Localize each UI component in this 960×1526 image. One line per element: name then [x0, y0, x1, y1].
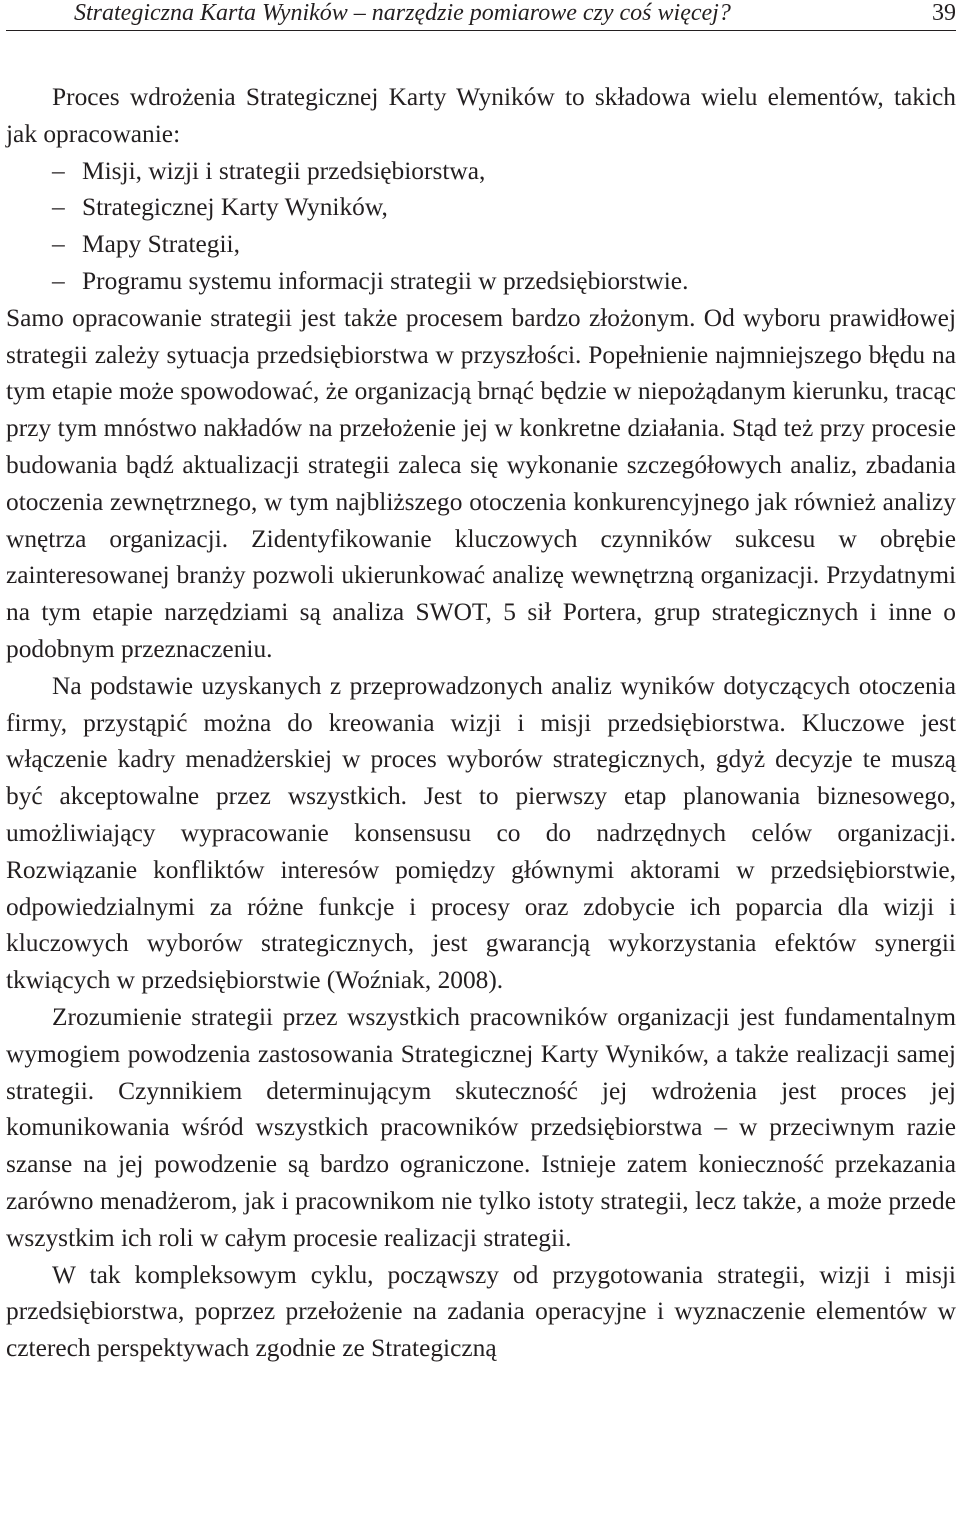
dash-list [6, 153, 956, 300]
paragraph-complex-cycle: W tak kompleksowym cyklu, począwszy od przygotowania strategii, wizji i misji przedsiębiorstwa, poprzez przełożenie na zadania operacyjne i wyznaczenie elementów w czterech perspektywach zgodnie ze Strategiczną [6, 1260, 956, 1363]
body-text [6, 79, 956, 1367]
intro-paragraph: Proces wdrożenia Strategicznej Karty Wyników to składowa wielu elementów, takich jak opracowanie: [6, 83, 956, 148]
page-number: 39 [932, 0, 956, 26]
paragraph-understanding-strategy: Zrozumienie strategii przez wszystkich pracowników organizacji jest fundamentalnym wymogiem powodzenia zastosowania Strategicznej Karty Wyników, a także realizacji samej strategii. Czynnikiem determinującym skuteczność jej wdrożenia jest proces jej komunikowania wśród wszystkich pracowników przedsiębiorstwa – w przeciwnym razie szanse na jej powodzenie są bardzo ograniczone. Istnieje zatem konieczność przekazania zarówno menadżerom, jak i pracownikom nie tylko istoty strategii, lecz także, a może przede wszystkim ich roli w całym procesie realizacji strategii. [6, 1002, 956, 1252]
list-item: – Misji, wizji i strategii przedsiębiorstwa, [6, 153, 956, 190]
running-title: Strategiczna Karta Wyników – narzędzie pomiarowe czy coś więcej? [74, 0, 731, 26]
list-item: – Mapy Strategii, [6, 226, 956, 263]
paragraph-vision-mission: Na podstawie uzyskanych z przeprowadzonych analiz wyników dotyczących otoczenia firmy, przystąpić można do kreowania wizji i misji przedsiębiorstwa. Kluczowe jest włączenie kadry menadżerskiej w proces wyborów strategicznych, gdyż decyzje te muszą być akceptowalne przez wszystkich. Jest to pierwszy etap planowania biznesowego, umożliwiający wypracowanie konsensusu co do nadrzędnych celów organizacji. Rozwiązanie konfliktów interesów pomiędzy głównymi aktorami w przedsiębiorstwie, odpowiedzialnymi za różne funkcje i procesy oraz zdobycie ich poparcia dla wizji i kluczowych wyborów strategicznych, jest gwarancją wykorzystania efektów synergii tkwiących w przedsiębiorstwie (Woźniak, 2008). [6, 671, 956, 995]
running-header [6, 0, 956, 31]
paragraph-strategy-complexity: Samo opracowanie strategii jest także procesem bardzo złożonym. Od wyboru prawidłowej strategii zależy sytuacja przedsiębiorstwa w przyszłości. Popełnienie najmniejszego błędu na tym etapie może spowodować, że organizacją brnąć będzie w niepożądanym kierunku, tracąc przy tym mnóstwo nakładów na przełożenie jej w konkretne działania. Stąd też przy procesie budowania bądź aktualizacji strategii zaleca się wykonanie szczegółowych analiz, zbadania otoczenia zewnętrznego, w tym najbliższego otoczenia konkurencyjnego jak również analizy wnętrza organizacji. Zidentyfikowanie kluczowych czynników sukcesu w obrębie zainteresowanej branży pozwoli ukierunkować analizę wewnętrzną organizacji. Przydatnymi na tym etapie narzędziami są analiza SWOT, 5 sił Portera, grup strategicznych i inne o podobnym przeznaczeniu. [6, 303, 956, 663]
list-item: – Strategicznej Karty Wyników, [6, 189, 956, 226]
list-item: – Programu systemu informacji strategii w przedsiębiorstwie. [6, 263, 956, 300]
